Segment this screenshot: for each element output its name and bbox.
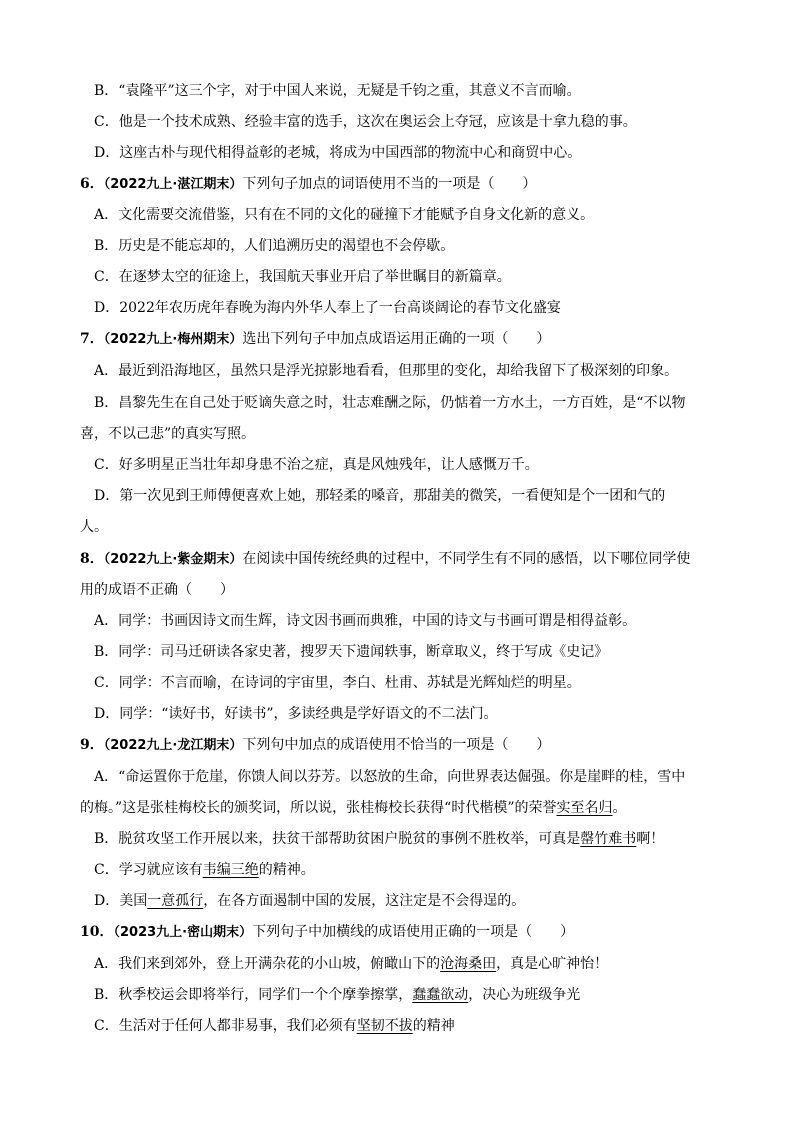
option-line: C．同学：不言而喻，在诗词的宇宙里，李白、杜甫、苏轼是光辉灿烂的明星。 <box>94 675 581 691</box>
underlined-idiom: 蠢蠢欲动 <box>412 987 469 1003</box>
option-line: C．学习就应该有韦编三绝的精神。 <box>94 862 315 878</box>
underlined-idiom: 罄竹难书 <box>580 831 637 847</box>
option-line: D．2022年农历虎年春晚为海内外华人奉上了一台高谈阔论的春节文化盛宴 <box>94 300 561 316</box>
underlined-idiom: 一意孤行 <box>147 893 204 909</box>
option-line: D．同学：“读好书，好读书”，多读经典是学好语文的不二法门。 <box>94 706 498 722</box>
question-7: 7．（2022九上·梅州期末）选出下列句子中加点成语运用正确的一项（ ） <box>80 331 551 347</box>
option-line: B．历史是不能忘却的，人们追溯历史的渴望也不会停歇。 <box>94 238 455 254</box>
option-line: B．同学：司马迁研读各家史著，搜罗天下遗闻轶事，断章取义，终于写成《史记》 <box>94 644 609 660</box>
option-line: A．最近到沿海地区，虽然只是浮光掠影地看看，但那里的变化，却给我留下了极深刻的印象。 <box>94 363 679 379</box>
option-line: B．“袁隆平”这三个字，对于中国人来说，无疑是千钧之重，其意义不言而喻。 <box>94 83 581 99</box>
option-line: A．同学：书画因诗文而生辉，诗文因书画而典雅，中国的诗文与书画可谓是相得益彰。 <box>94 613 637 629</box>
underlined-idiom: 韦编三绝 <box>202 862 259 878</box>
underlined-idiom: 坚韧不拔 <box>356 1018 413 1034</box>
option-line: D．第一次见到王师傅便喜欢上她，那轻柔的嗓音，那甜美的微笑，一看便知是个一团和气的 <box>94 488 666 504</box>
option-line: C．好多明星正当壮年却身患不治之症，真是风烛残年，让人感慨万千。 <box>94 457 539 473</box>
option-line: D．美国一意孤行，在各方面遏制中国的发展，这注定是不会得逞的。 <box>94 893 526 909</box>
option-line: A．“命运置你于危崖，你馈人间以芬芳。以怒放的生命，向世界表达倔强。你是崖畔的桂，雪中 <box>94 769 686 785</box>
option-line: B．秋季校运会即将举行，同学们一个个摩拳擦掌，蠢蠢欲动，决心为班级争光 <box>94 987 581 1003</box>
option-line: D．这座古朴与现代相得益彰的老城，将成为中国西部的物流中心和商贸中心。 <box>94 145 582 161</box>
option-line: C．他是一个技术成熟、经验丰富的选手，这次在奥运会上夺冠，应该是十拿九稳的事。 <box>94 114 637 130</box>
continuation-line: 人。 <box>80 519 108 535</box>
option-line: A．文化需要交流借鉴，只有在不同的文化的碰撞下才能赋予自身文化新的意义。 <box>94 207 595 223</box>
question-6: 6．（2022九上·湛江期末）下列句子加点的词语使用不当的一项是（ ） <box>80 176 537 192</box>
underlined-idiom: 实至名归 <box>556 800 613 816</box>
option-line: A．我们来到郊外，登上开满杂花的小山坡，俯瞰山下的沧海桑田，真是心旷神怡！ <box>94 956 609 972</box>
question-10: 10．（2023九上·密山期末）下列句子中加横线的成语使用正确的一项是（ ） <box>80 924 575 940</box>
continuation-line: 的梅。”这是张桂梅校长的颁奖词，所以说，张桂梅校长获得“时代楷模”的荣誉实至名归。 <box>80 800 627 816</box>
option-line: B．脱贫攻坚工作开展以来，扶贫干部帮助贫困户脱贫的事例不胜枚举，可真是罄竹难书啊！ <box>94 831 665 847</box>
continuation-line: 用的成语不正确（ ） <box>80 582 234 598</box>
question-9: 9．（2022九上·龙江期末）下列句中加点的成语使用不恰当的一项是（ ） <box>80 737 551 753</box>
option-line: B．昌黎先生在自己处于贬谪失意之时，壮志难酬之际，仍惦着一方水土，一方百姓，是“不以物 <box>94 395 686 411</box>
option-line: C．在逐梦太空的征途上，我国航天事业开启了举世瞩目的新篇章。 <box>94 269 511 285</box>
option-line: C．生活对于任何人都非易事，我们必须有坚韧不拔的精神 <box>94 1018 455 1034</box>
question-8: 8．（2022九上·紫金期末）在阅读中国传统经典的过程中，不同学生有不同的感悟，以下哪位同学使 <box>80 551 691 567</box>
underlined-idiom: 沧海桑田 <box>440 956 497 972</box>
continuation-line: 喜，不以己悲”的真实写照。 <box>80 426 256 442</box>
